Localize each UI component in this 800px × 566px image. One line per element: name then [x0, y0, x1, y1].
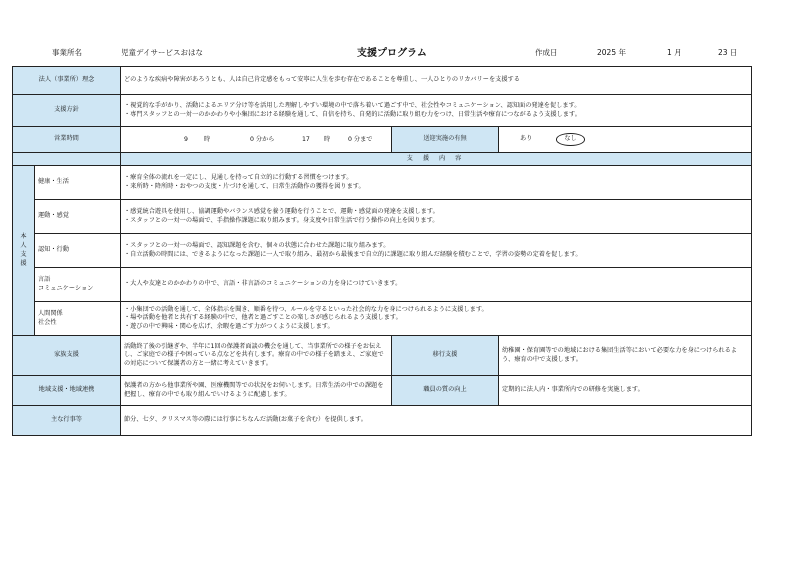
philosophy-row [13, 67, 752, 95]
end-hour-unit: 時 [324, 135, 331, 143]
events-row [13, 406, 752, 436]
support-item-text [121, 268, 752, 302]
created-date-label: 作成日 [535, 48, 558, 57]
support-item-text [121, 302, 752, 336]
support-line: ・スタッフとの一対一の場面で、認知課題を含む、個々の状態に合わせた課題に取り組みます。 [124, 241, 390, 249]
hours-row [13, 127, 752, 153]
support-line: ・感覚統合遊具を使用し、協調運動やバランス感覚を養う運動を行うことで、運動・感覚面の発達を支援します。 [124, 207, 439, 215]
created-day: 23 日 [718, 48, 738, 57]
section-title: 支 援 内 容 [121, 153, 752, 166]
transport-no-circled: なし [556, 133, 584, 146]
family-support-label: 家族支援 [13, 336, 121, 376]
transport-label: 送迎実施の有無 [392, 127, 499, 153]
support-line: ・自立活動の時間には、できるようになった課題に一人で取り組み、最初から最後まで自立的に課題に取り組んだ経験を積むことで、学習の姿勢の定着を促します。 [124, 250, 582, 258]
family-support-text: 活動終了後の引継ぎや、半年に1回の保護者面談の機会を通して、当事業所での様子をお伝えし、ご家庭での様子や困っている点などを共有します。療育の中での様子を踏まえ、ご家庭での対応について保護者の方と一緒に考えていきます。 [121, 336, 392, 376]
staff-quality-text: 定期的に法人内・事業所内での研修を実施します。 [499, 376, 752, 406]
support-item-text [121, 234, 752, 268]
policy-line: ・視覚的な手がかり、活動によるエリア分け等を活用した理解しやすい環境の中で落ち着いて過ごす中で、社会性やコミュニケーション、認知面の発達を促します。 [124, 101, 581, 109]
support-row-language [13, 268, 752, 302]
staff-quality-label: 職員の質の向上 [392, 376, 499, 406]
start-hour-unit: 時 [204, 135, 211, 143]
support-row-social [13, 302, 752, 336]
support-item-label: 健康・生活 [35, 166, 121, 200]
philosophy-text: どのような疾病や障害があろうとも、人は自己肯定感をもって安寧に人生を歩む存在であることを尊重し、一人ひとりのリカバリーを支援する [121, 67, 752, 95]
section-header-blank [35, 153, 121, 166]
support-item-label: 認知・行動 [35, 234, 121, 268]
hours-value [121, 127, 392, 153]
community-staff-row [13, 376, 752, 406]
end-hour: 17 [302, 135, 310, 143]
policy-row [13, 95, 752, 127]
support-line: ・場や活動を他者と共有する経験の中で、他者と過ごすことの楽しさが感じられるよう支援します。 [124, 314, 402, 322]
philosophy-label: 法人（事業所）理念 [13, 67, 121, 95]
created-month: 1 月 [667, 48, 682, 57]
support-line: ・小集団での活動を通して、全体指示を聞き、順番を待つ、ルールを守るといった社会的な力を身につけられるように支援します。 [124, 305, 488, 313]
support-line: ・療育全体の流れを一定にし、見通しを持って自立的に行動する習慣をつけます。 [124, 173, 353, 181]
section-header-blank [13, 153, 35, 166]
end-minute: 0 分まで [348, 135, 373, 143]
support-item-label: 人間関係 社会性 [35, 302, 121, 336]
start-minute: 0 分から [250, 135, 275, 143]
support-program-table [12, 66, 752, 436]
community-support-label: 地域支援・地域連携 [13, 376, 121, 406]
support-line: ・大人や友達とのかかわりの中で、言語・非言語のコミュニケーションの力を身につけていきます。 [124, 280, 402, 288]
office-name: 児童デイサービスおはな [121, 48, 203, 57]
community-support-text: 保護者の方から他事業所や園、医療機関等での状況をお伺いします。日常生活の中での課題を把握し、療育の中でも取り組んでいけるように配慮します。 [121, 376, 392, 406]
policy-label: 支援方針 [13, 95, 121, 127]
start-hour: 9 [184, 135, 188, 143]
hours-label: 営業時間 [13, 127, 121, 153]
support-row-motor [13, 200, 752, 234]
transport-yes: あり [520, 135, 533, 143]
transition-support-text: 幼稚園・保育園等での地域における集団生活等において必要な力を身につけられるよう、療育の中で支援します。 [499, 336, 752, 376]
support-line: ・来所時・降所時・おやつの支度・片づけを通して、日常生活動作の獲得を図ります。 [124, 182, 365, 190]
support-row-cognition [13, 234, 752, 268]
support-item-text [121, 166, 752, 200]
transport-options [499, 127, 752, 153]
support-item-label: 言語 コミュニケーション [35, 268, 121, 302]
transition-support-label: 移行支援 [392, 336, 499, 376]
support-item-label: 運動・感覚 [35, 200, 121, 234]
section-header-row [13, 153, 752, 166]
support-item-text [121, 200, 752, 234]
events-text: 節分、七夕、クリスマス等の際には行事にちなんだ活動(お菓子を含む）を提供します。 [121, 406, 752, 436]
policy-text [121, 95, 752, 127]
policy-line: ・専門スタッフとの一対一のかかわりや小集団における経験を通して、自信を持ち、自発的に活動に取り組む力をつけ、日常生活や療育につながるよう支援します。 [124, 110, 581, 118]
self-support-label: 本人支援 [13, 166, 35, 336]
events-label: 主な行事等 [13, 406, 121, 436]
support-line: ・遊びの中で興味・関心を広げ、余暇を過ごす力がつくように支援します。 [124, 322, 334, 330]
created-year: 2025 年 [597, 48, 626, 57]
office-name-label: 事業所名 [52, 48, 82, 57]
support-row-health [13, 166, 752, 200]
family-transition-row [13, 336, 752, 376]
support-line: ・スタッフとの一対一の場面で、手指操作課題に取り組みます。身支度や日常生活で行う操作の向上を図ります。 [124, 216, 439, 224]
page-title: 支援プログラム [357, 48, 427, 59]
